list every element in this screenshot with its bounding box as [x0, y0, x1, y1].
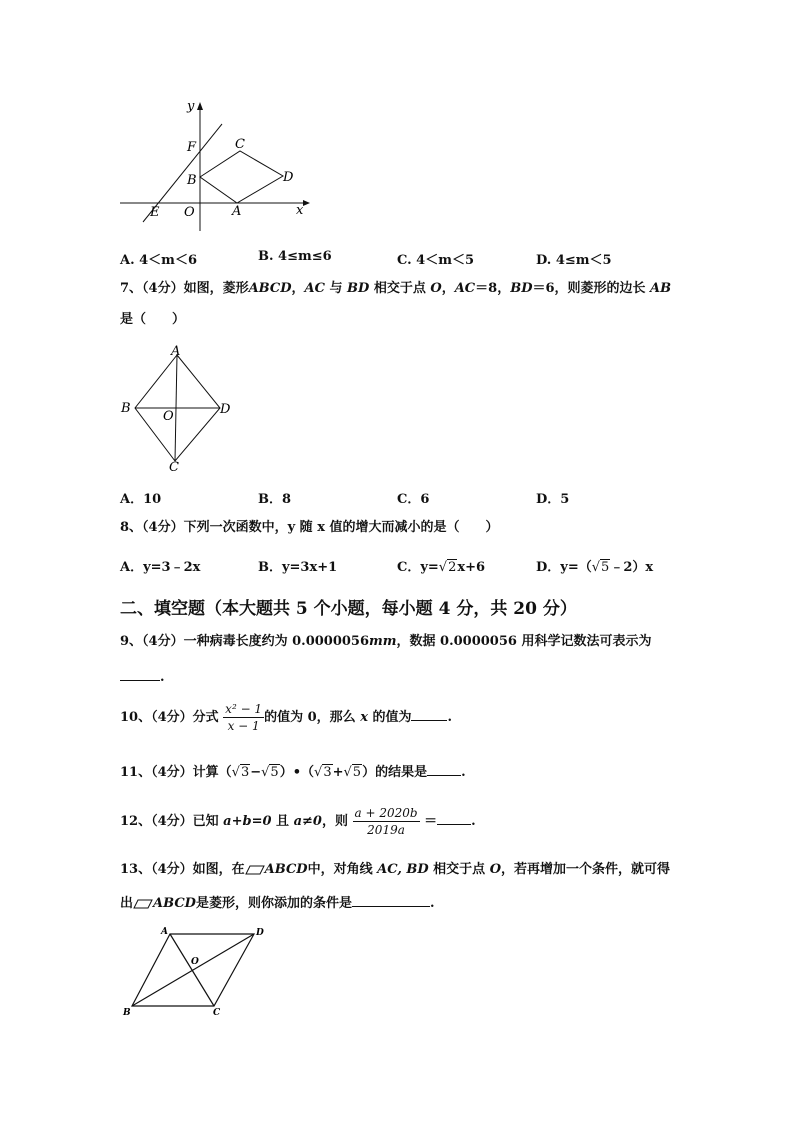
sqrt-symbol: √2	[438, 560, 457, 575]
q11-plus: +	[332, 765, 344, 780]
answer-blank-13[interactable]	[352, 894, 430, 907]
label-B: B	[123, 1008, 131, 1018]
question-11	[120, 763, 466, 781]
q7-option-d: D．5	[536, 492, 570, 507]
question-12	[120, 804, 476, 840]
q11-text-1: 11、（4分）计算（	[120, 765, 232, 780]
q11-radicand-1: 3	[240, 765, 250, 780]
question-9	[120, 634, 651, 650]
q10-text-2: 的值为 0，那么	[264, 710, 361, 725]
q11-minus: −	[250, 765, 262, 780]
q7-option-a: A．10	[120, 492, 162, 507]
question-13	[120, 862, 670, 878]
q12-denominator: 2019a	[367, 823, 405, 837]
q10-numerator: x² − 1	[225, 702, 263, 716]
q8-c-radicand: 2	[448, 560, 457, 575]
q7-text-2: ，	[291, 281, 305, 296]
q8-option-c	[397, 556, 485, 575]
q8-option-d	[536, 556, 653, 575]
q7-o: O	[430, 281, 442, 296]
q8-option-a: A．y=3﹣2x	[120, 560, 201, 575]
label-E: E	[150, 205, 160, 220]
label-D: D	[256, 928, 264, 938]
q7-bd: BD	[347, 281, 370, 296]
q11-radicand-4: 5	[352, 765, 362, 780]
figure-q6-coordinate-rhombus	[115, 96, 315, 236]
q8-d-pre: D．y=（	[536, 560, 592, 575]
q9-text-1: 9、（4分）一种病毒长度约为 0.0000056	[120, 634, 370, 649]
q7-text-6: ＝8，	[475, 281, 511, 296]
q13-text-6: 是菱形，则你添加的条件是	[195, 896, 352, 911]
label-A: A	[232, 204, 242, 219]
label-y: y	[187, 99, 195, 114]
q7-ac: AC	[304, 281, 325, 296]
q12-text-3: ，则	[321, 814, 348, 829]
sqrt-symbol: √3	[314, 765, 332, 780]
q7-text-1: 7、（4分）如图，菱形	[120, 281, 249, 296]
sqrt-symbol: √5	[261, 765, 279, 780]
q12-text-2: 且	[271, 814, 294, 829]
q10-var: x	[360, 710, 368, 725]
question-13-line-2	[120, 894, 435, 912]
q9-text-2: ，数据 0.0000056 用科学记数法可表示为	[396, 634, 652, 649]
q8-d-radicand: 5	[601, 560, 610, 575]
question-10	[120, 700, 452, 736]
q13-end: .	[429, 896, 435, 911]
label-F: F	[187, 140, 197, 155]
label-A: A	[161, 927, 168, 937]
label-x: x	[296, 203, 304, 218]
sqrt-symbol: √5	[591, 560, 610, 575]
q10-text-1: 10、（4分）分式	[120, 710, 219, 725]
label-A: A	[171, 344, 181, 359]
fraction-q12	[353, 805, 420, 838]
label-B: B	[187, 173, 197, 188]
q7-bd-2: BD	[510, 281, 533, 296]
sqrt-symbol: √3	[231, 765, 250, 780]
q13-text-1: 13、（4分）如图，在	[120, 862, 245, 877]
label-D: D	[220, 402, 231, 417]
q11-radicand-2: 5	[270, 765, 279, 780]
answer-blank-10[interactable]	[411, 708, 447, 721]
q10-text-3: 的值为	[367, 710, 412, 725]
q12-condition-2: a≠0	[293, 814, 322, 829]
q9-end: .	[160, 670, 165, 685]
q8-d-post: ﹣2）x	[610, 560, 654, 575]
q13-text-5: 出	[120, 896, 134, 911]
q7-ac-2: AC	[454, 281, 476, 296]
q7-option-b: B．8	[258, 492, 292, 507]
q7-abcd: ABCD	[248, 281, 292, 296]
q7-text-5: ，	[441, 281, 455, 296]
answer-blank-11[interactable]	[427, 763, 461, 776]
q7-ab: AB	[650, 281, 672, 296]
q13-text-3: 相交于点	[428, 862, 490, 877]
q13-text-2: 中，对角线	[307, 862, 378, 877]
q13-text-4: ，若再增加一个条件，就可得	[501, 862, 671, 877]
figure-q13-parallelogram	[118, 922, 268, 1022]
q10-denominator: x − 1	[227, 719, 260, 733]
q7-text-4: 相交于点	[369, 281, 431, 296]
label-O: O	[184, 205, 195, 220]
label-C: C	[213, 1008, 221, 1018]
q12-condition: a+b=0	[223, 814, 272, 829]
q12-equals: ＝	[424, 814, 438, 829]
q12-end: .	[471, 814, 476, 829]
q11-text-3: ）的结果是	[362, 765, 428, 780]
section-title-fill-in: 二、填空题（本大题共 5 个小题，每小题 4 分，共 20 分）	[120, 599, 577, 619]
question-7-line-2: 是（ ）	[120, 312, 186, 327]
q11-radicand-3: 3	[323, 765, 332, 780]
q13-o: O	[489, 862, 502, 877]
q9-unit: mm	[369, 634, 397, 649]
q7-text-7: ＝6，则菱形的边长	[532, 281, 651, 296]
q12-text-1: 12、（4分）已知	[120, 814, 224, 829]
question-9-line-2	[120, 668, 165, 686]
label-O: O	[191, 957, 199, 967]
answer-blank-9[interactable]	[120, 668, 160, 681]
q6-option-d: D. 4≤m＜5	[536, 253, 612, 268]
q12-numerator: a + 2020b	[354, 806, 418, 820]
label-C: C	[169, 460, 179, 475]
label-B: B	[121, 401, 131, 416]
q13-abcd: ABCD	[264, 862, 308, 877]
parallelogram-icon	[245, 865, 265, 875]
q6-option-a: A. 4＜m＜6	[120, 253, 197, 268]
figure-q7-rhombus	[115, 340, 240, 475]
q7-option-c: C．6	[397, 492, 430, 507]
fraction-q10	[223, 701, 264, 734]
q11-text-2: ）•（	[279, 765, 315, 780]
q7-text-3: 与	[324, 281, 348, 296]
q8-c-pre: C．y=	[397, 560, 439, 575]
label-O: O	[163, 409, 174, 424]
q8-c-post: x+6	[457, 560, 486, 575]
q6-option-c: C. 4＜m＜5	[397, 253, 475, 268]
q13-ac-bd: AC, BD	[377, 862, 429, 877]
answer-blank-12[interactable]	[437, 812, 471, 825]
parallelogram-icon	[133, 899, 153, 909]
label-D: D	[283, 170, 294, 185]
q8-option-b: B．y=3x+1	[258, 560, 338, 575]
question-8: 8、（4分）下列一次函数中，y 随 x 值的增大而减小的是（ ）	[120, 520, 499, 535]
label-C: C	[235, 137, 245, 152]
question-7	[120, 281, 671, 297]
q11-end: .	[461, 765, 466, 780]
sqrt-symbol: √5	[343, 765, 362, 780]
q6-option-b: B. 4≤m≤6	[258, 249, 332, 264]
q13-abcd-2: ABCD	[153, 896, 196, 911]
q10-end: .	[447, 710, 453, 725]
